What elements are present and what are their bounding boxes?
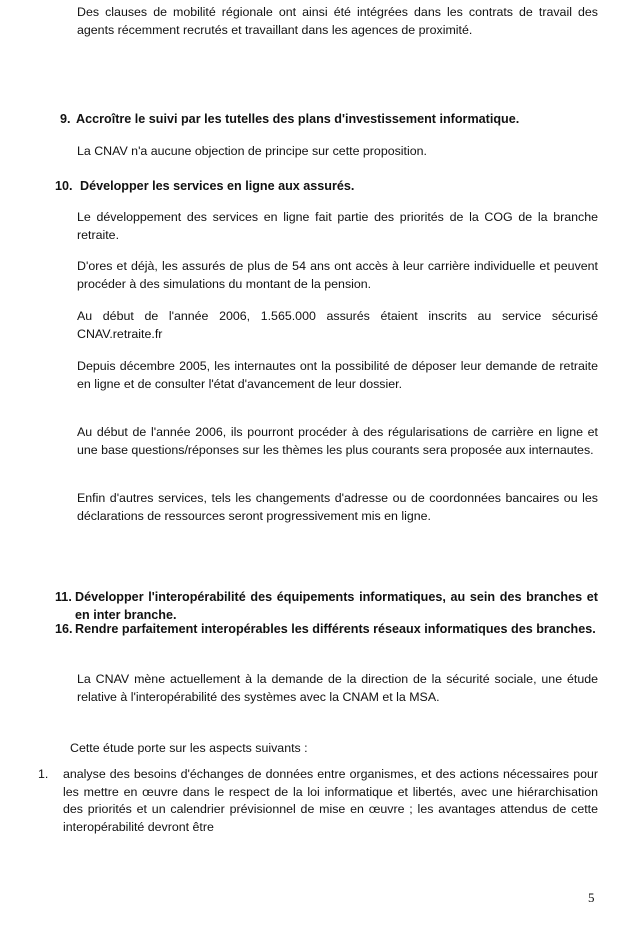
section-title: Développer les services en ligne aux assurés. bbox=[80, 179, 355, 193]
section-9-paragraph: La CNAV n'a aucune objection de principe sur cette proposition. bbox=[77, 144, 427, 158]
section-number: 11. bbox=[55, 590, 72, 604]
section-10-paragraph: Le développement des services en ligne fait partie des priorités de la COG de la branche retraite. bbox=[77, 210, 598, 242]
section-number: 9. bbox=[60, 112, 71, 126]
section-16-paragraph: La CNAV mène actuellement à la demande de la direction de la sécurité sociale, une étude relative à l'interopérabilité des systèmes avec la CNAM et la MSA. bbox=[77, 672, 598, 704]
section-10-paragraph: Au début de l'année 2006, ils pourront procéder à des régularisations de carrière en ligne et une base questions/réponses sur les thèmes les plus courants sera proposée aux internautes. bbox=[77, 425, 598, 457]
section-10-paragraph: Au début de l'année 2006, 1.565.000 assurés étaient inscrits au service sécurisé CNAV.retraite.fr bbox=[77, 309, 598, 341]
section-heading-11 bbox=[55, 589, 598, 624]
section-title: Accroître le suivi par les tutelles des plans d'investissement informatique. bbox=[76, 112, 520, 126]
section-title: Rendre parfaitement interopérables les différents réseaux informatiques des branches. bbox=[75, 622, 596, 636]
study-intro: Cette étude porte sur les aspects suivants : bbox=[70, 741, 308, 755]
list-item-number: 1. bbox=[38, 767, 49, 781]
section-heading-9 bbox=[60, 111, 598, 129]
section-10-paragraph: Enfin d'autres services, tels les changements d'adresse ou de coordonnées bancaires ou les déclarations de ressources seront progressivement mis en ligne. bbox=[77, 491, 598, 523]
page-number: 5 bbox=[588, 890, 595, 905]
section-heading-10 bbox=[55, 178, 598, 196]
list-item-text: analyse des besoins d'échanges de données entre organismes, et des actions nécessaires pour les mettre en œuvre dans le respect de la loi informatique et libertés, avec une hiérarchisation des priorités et un calendrier prévisionnel de mise en œuvre ; les avantages attendus de cette interopérabilité devront être bbox=[63, 767, 598, 834]
section-10-paragraph: Depuis décembre 2005, les internautes ont la possibilité de déposer leur demande de retraite en ligne et de consulter l'état d'avancement de leur dossier. bbox=[77, 359, 598, 391]
section-number: 16. bbox=[55, 622, 73, 636]
list-item bbox=[38, 766, 598, 836]
section-10-paragraph: D'ores et déjà, les assurés de plus de 54 ans ont accès à leur carrière individuelle et peuvent procéder à des simulations du montant de la pension. bbox=[77, 259, 598, 291]
section-heading-16 bbox=[55, 621, 598, 639]
section-title: Développer l'interopérabilité des équipements informatiques, au sein des branches et en inter branche. bbox=[75, 590, 598, 622]
carryover-paragraph: Des clauses de mobilité régionale ont ainsi été intégrées dans les contrats de travail des agents récemment recrutés et travaillant dans les agences de proximité. bbox=[77, 5, 598, 37]
section-number: 10. bbox=[55, 179, 73, 193]
